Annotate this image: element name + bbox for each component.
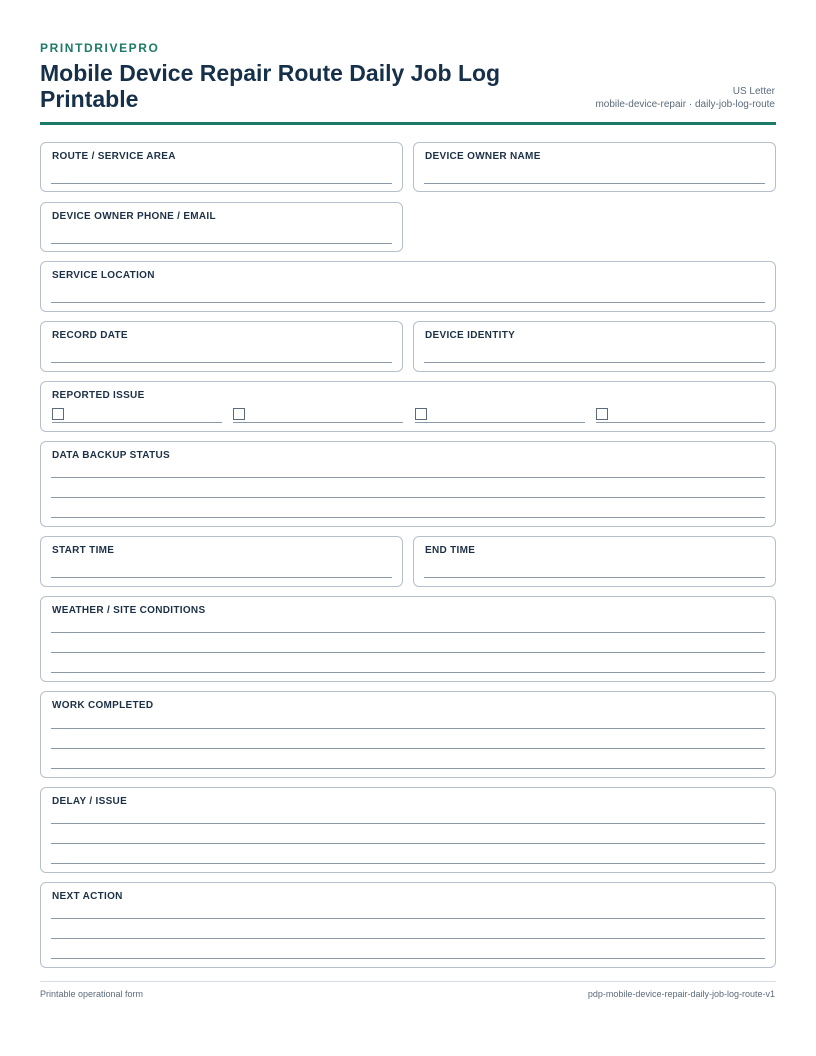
start-time-label: START TIME xyxy=(52,545,115,556)
write-line[interactable] xyxy=(51,938,765,939)
issue-option-1[interactable] xyxy=(52,407,222,423)
write-line[interactable] xyxy=(424,183,765,184)
document-meta xyxy=(595,85,775,111)
footer-note: Printable operational form xyxy=(40,989,144,999)
checkbox[interactable] xyxy=(52,408,64,420)
start-time-field[interactable] xyxy=(40,536,403,587)
write-line[interactable] xyxy=(51,577,392,578)
work-completed-field[interactable] xyxy=(40,691,776,778)
write-line[interactable] xyxy=(424,362,765,363)
weather-site-conditions-label: WEATHER / SITE CONDITIONS xyxy=(52,605,206,616)
delay-issue-field[interactable] xyxy=(40,787,776,873)
end-time-label: END TIME xyxy=(425,545,476,556)
checkbox[interactable] xyxy=(415,408,427,420)
footer-rule xyxy=(40,981,776,982)
checkbox[interactable] xyxy=(596,408,608,420)
weather-site-conditions-field[interactable] xyxy=(40,596,776,682)
record-date-label: RECORD DATE xyxy=(52,330,128,341)
paper-size: US Letter xyxy=(732,86,775,97)
form-id: pdp-mobile-device-repair-daily-job-log-route-v1 xyxy=(587,989,775,999)
service-location-field[interactable] xyxy=(40,261,776,312)
next-action-field[interactable] xyxy=(40,882,776,968)
end-time-field[interactable] xyxy=(413,536,776,587)
device-identity-label: DEVICE IDENTITY xyxy=(425,330,516,341)
write-line[interactable] xyxy=(51,768,765,769)
write-line[interactable] xyxy=(51,362,392,363)
issue-option-4[interactable] xyxy=(596,407,765,423)
reported-issue-label: REPORTED ISSUE xyxy=(52,390,145,401)
write-line[interactable] xyxy=(51,728,765,729)
brand-name: PRINTDRIVEPRO xyxy=(40,41,160,55)
issue-option-3[interactable] xyxy=(415,407,585,423)
write-line[interactable] xyxy=(51,183,392,184)
write-line[interactable] xyxy=(51,748,765,749)
service-location-label: SERVICE LOCATION xyxy=(52,270,155,281)
write-line[interactable] xyxy=(51,632,765,633)
device-owner-name-label: DEVICE OWNER NAME xyxy=(425,151,541,162)
data-backup-status-label: DATA BACKUP STATUS xyxy=(52,450,170,461)
write-line[interactable] xyxy=(51,958,765,959)
write-line[interactable] xyxy=(51,918,765,919)
write-line[interactable] xyxy=(51,843,765,844)
write-line[interactable] xyxy=(424,577,765,578)
next-action-label: NEXT ACTION xyxy=(52,891,123,902)
write-line[interactable] xyxy=(51,823,765,824)
work-completed-label: WORK COMPLETED xyxy=(52,700,154,711)
write-line[interactable] xyxy=(51,863,765,864)
reported-issue-field xyxy=(40,381,776,432)
device-owner-name-field[interactable] xyxy=(413,142,776,192)
route-service-area-field[interactable] xyxy=(40,142,403,192)
data-backup-status-field[interactable] xyxy=(40,441,776,527)
write-line[interactable] xyxy=(51,477,765,478)
document-slug: mobile-device-repair · daily-job-log-route xyxy=(595,99,775,110)
page-title: Mobile Device Repair Route Daily Job Log Printable xyxy=(40,60,501,112)
write-line[interactable] xyxy=(51,497,765,498)
checkbox[interactable] xyxy=(233,408,245,420)
write-line[interactable] xyxy=(51,243,392,244)
write-line[interactable] xyxy=(51,672,765,673)
device-identity-field[interactable] xyxy=(413,321,776,372)
header-rule xyxy=(40,122,776,125)
write-line[interactable] xyxy=(51,517,765,518)
device-owner-contact-field[interactable] xyxy=(40,202,403,252)
route-service-area-label: ROUTE / SERVICE AREA xyxy=(52,151,176,162)
record-date-field[interactable] xyxy=(40,321,403,372)
write-line[interactable] xyxy=(51,652,765,653)
delay-issue-label: DELAY / ISSUE xyxy=(52,796,128,807)
device-owner-contact-label: DEVICE OWNER PHONE / EMAIL xyxy=(52,211,216,222)
write-line[interactable] xyxy=(51,302,765,303)
issue-option-2[interactable] xyxy=(233,407,403,423)
